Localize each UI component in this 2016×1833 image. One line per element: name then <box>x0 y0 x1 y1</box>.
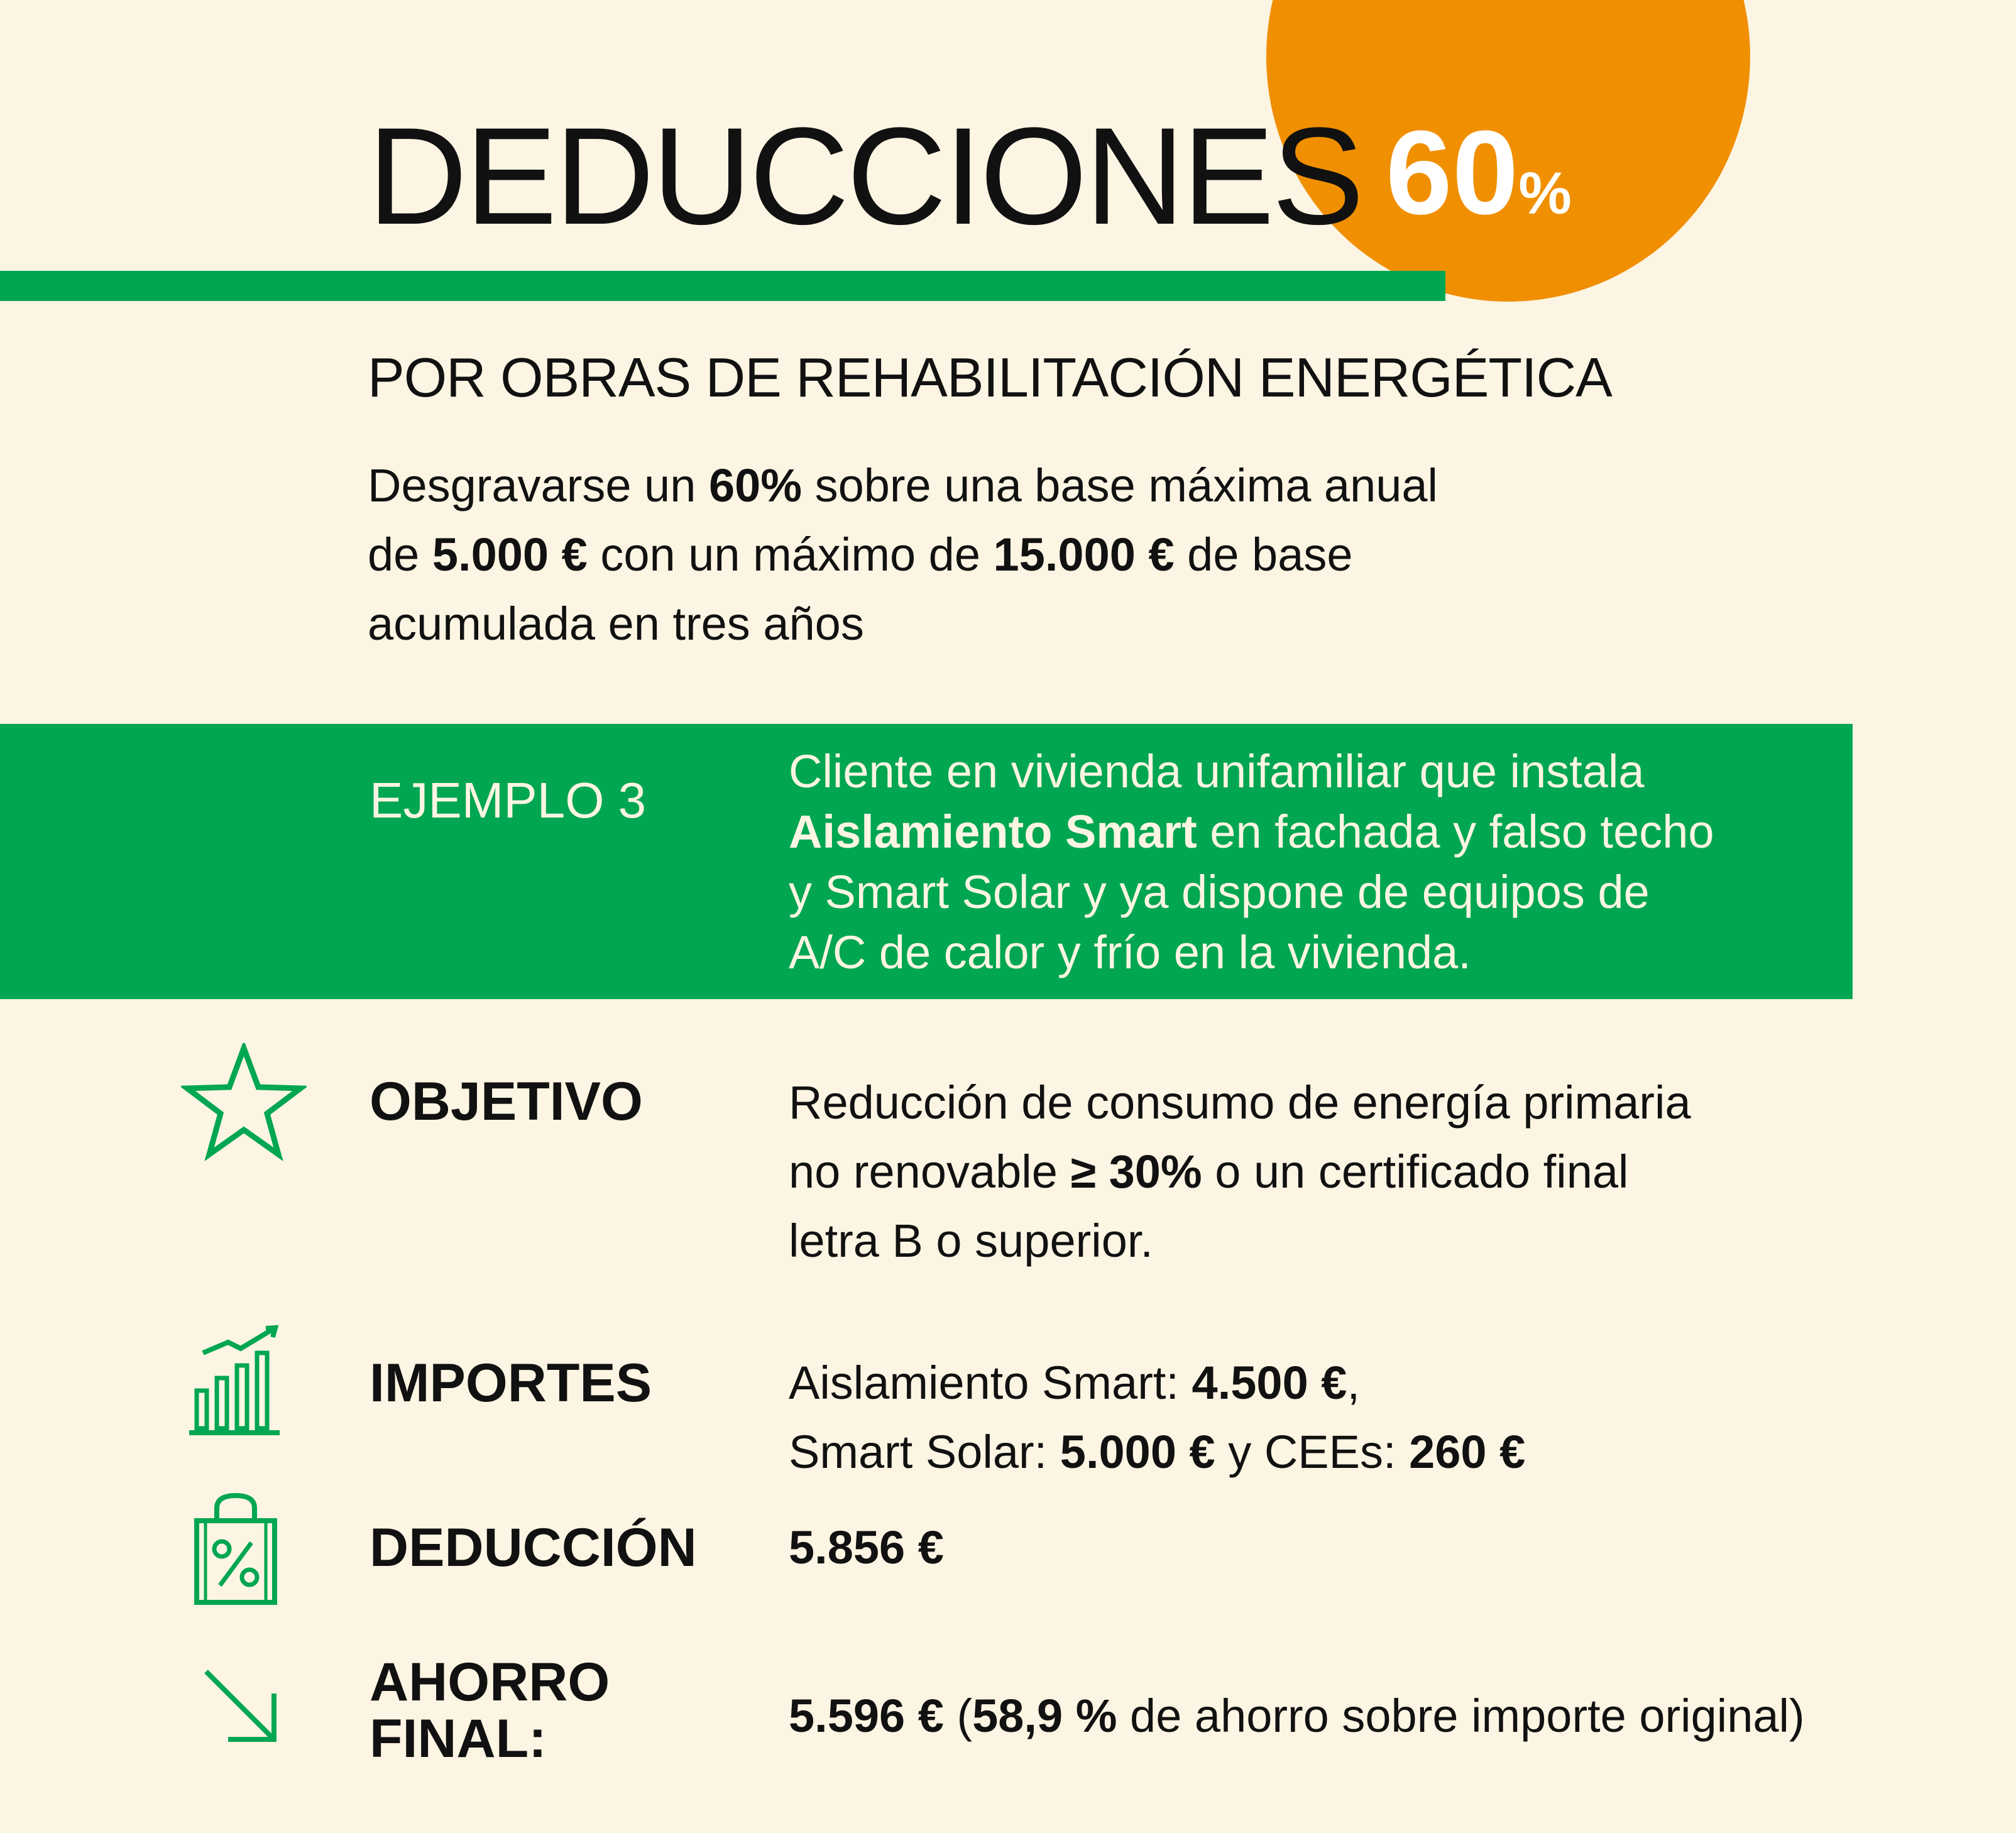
percent-sign: % <box>1518 160 1572 227</box>
ahorro-percent: 58,9 % <box>972 1690 1117 1742</box>
objetivo-text-run: o un certificado final <box>1202 1146 1629 1198</box>
example-line-4: A/C de calor y frío en la vivienda. <box>789 926 1471 978</box>
percent-bag-icon <box>192 1492 280 1606</box>
ahorro-text-run: ( <box>943 1690 973 1742</box>
header-underline <box>0 271 1445 301</box>
intro-text-run: sobre una base máxima anual <box>802 459 1438 512</box>
example-line-3: y Smart Solar y ya dispone de equipos de <box>789 866 1650 918</box>
importes-line-2 <box>789 1418 1525 1487</box>
arrow-down-right-icon <box>200 1665 282 1747</box>
percent-badge <box>1386 106 1572 239</box>
example-description <box>789 741 1844 983</box>
ahorro-amount: 5.596 € <box>789 1690 944 1742</box>
intro-highlight: 5.000 € <box>432 528 588 581</box>
example-text-run: en fachada y falso techo <box>1197 806 1714 858</box>
intro-text-run: de base <box>1174 528 1353 581</box>
intro-line-1 <box>368 451 1624 520</box>
importes-value <box>789 1349 1525 1487</box>
importes-highlight: 4.500 € <box>1192 1357 1347 1409</box>
importes-highlight: 5.000 € <box>1060 1426 1215 1478</box>
objetivo-text-run: no renovable <box>789 1146 1071 1198</box>
importes-highlight: 260 € <box>1409 1426 1526 1478</box>
objetivo-label: OBJETIVO <box>370 1071 643 1132</box>
deduccion-value: 5.856 € <box>789 1521 944 1573</box>
objetivo-line-3: letra B o superior. <box>789 1215 1153 1267</box>
importes-line-1 <box>789 1349 1525 1418</box>
intro-text-run: de <box>368 528 432 581</box>
importes-text-run: , <box>1347 1357 1361 1409</box>
example-line-1: Cliente en vivienda unifamiliar que instala <box>789 745 1645 797</box>
intro-highlight: 15.000 € <box>993 528 1175 581</box>
percent-number: 60 <box>1386 106 1519 239</box>
importes-text-run: y CEEs: <box>1215 1426 1410 1478</box>
example-highlight: Aislamiento Smart <box>789 806 1197 858</box>
example-label: EJEMPLO 3 <box>370 772 647 828</box>
intro-text-run: con un máximo de <box>587 528 994 581</box>
intro-line-2 <box>368 520 1624 589</box>
example-line-2 <box>789 802 1844 862</box>
ahorro-label-line-2: FINAL: <box>370 1709 547 1770</box>
ahorro-value <box>789 1682 1805 1751</box>
intro-text-run: Desgravarse un <box>368 459 709 512</box>
intro-highlight: 60% <box>708 459 803 512</box>
intro-text <box>368 451 1624 659</box>
importes-text-run: Aislamiento Smart: <box>789 1357 1192 1409</box>
page-title: DEDUCCIONES <box>368 99 1362 253</box>
deduccion-label: DEDUCCIÓN <box>370 1518 697 1578</box>
ahorro-label-line-1: AHORRO <box>370 1652 610 1712</box>
importes-label: IMPORTES <box>370 1353 652 1413</box>
objetivo-value <box>789 1068 1691 1276</box>
objetivo-line-2 <box>789 1137 1691 1206</box>
bar-chart-icon <box>187 1325 282 1438</box>
importes-text-run: Smart Solar: <box>789 1426 1060 1478</box>
objetivo-line-1: Reducción de consumo de energía primaria <box>789 1076 1691 1129</box>
page-subtitle: POR OBRAS DE REHABILITACIÓN ENERGÉTICA <box>368 346 1612 408</box>
ahorro-text-run: de ahorro sobre importe original) <box>1117 1690 1805 1742</box>
intro-line-3: acumulada en tres años <box>368 598 864 650</box>
ahorro-label <box>370 1654 610 1768</box>
star-icon <box>181 1043 307 1163</box>
objetivo-highlight: ≥ 30% <box>1070 1146 1202 1198</box>
